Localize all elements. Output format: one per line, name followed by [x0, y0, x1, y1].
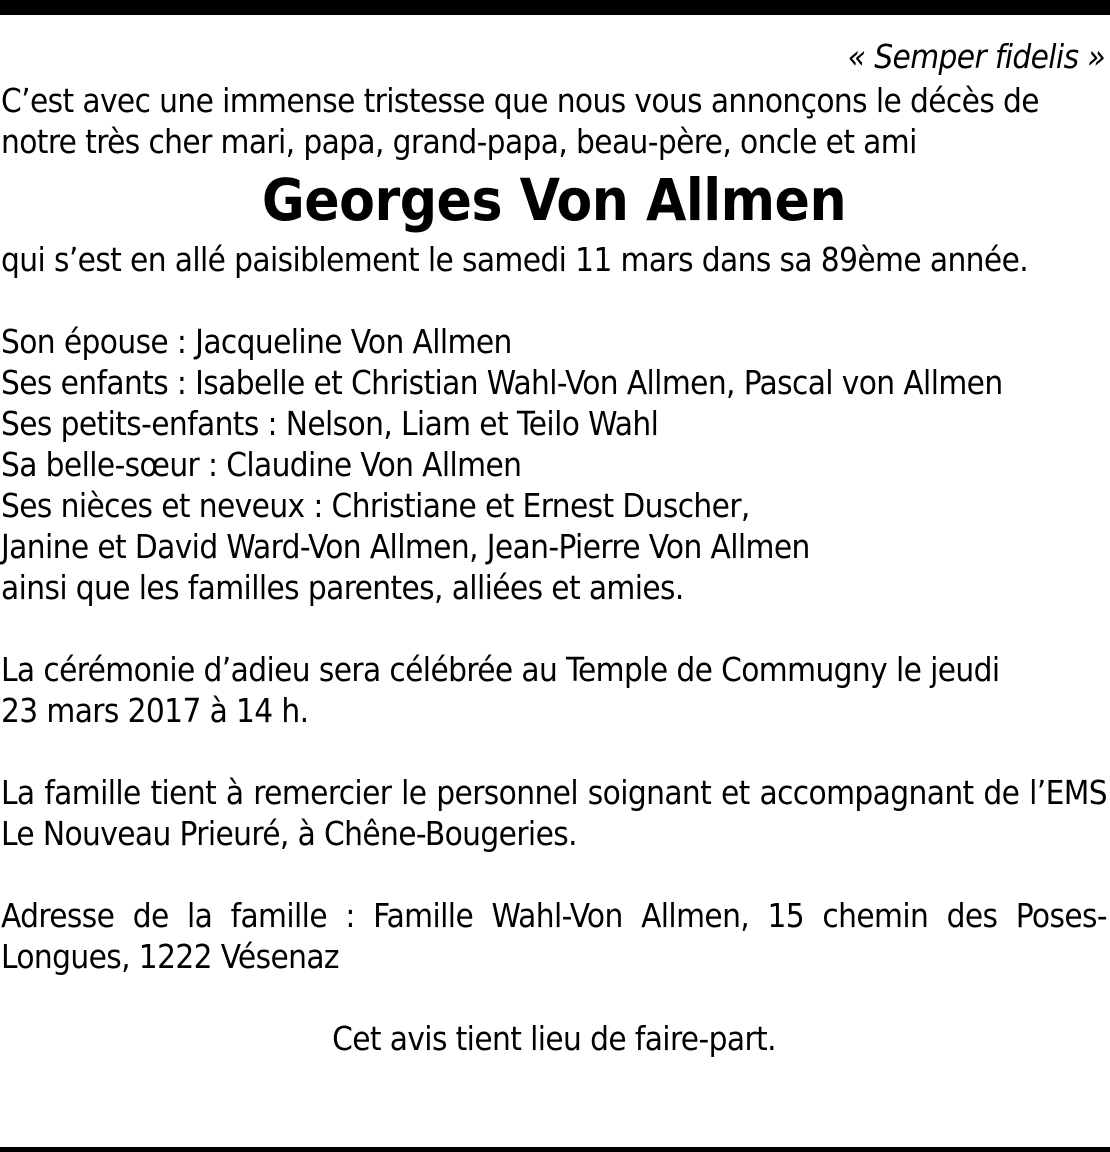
- spacer: [1, 731, 1107, 772]
- intro-line: C’est avec une immense tristesse que nous vous annonçons le décès de: [1, 81, 1039, 120]
- bottom-border: [0, 1147, 1110, 1152]
- spacer: [1, 608, 1107, 649]
- family-line: Ses petits-enfants : Nelson, Liam et Teilo Wahl: [1, 404, 659, 443]
- deceased-name: Georges Von Allmen: [261, 166, 847, 234]
- family-line: Janine et David Ward-Von Allmen, Jean-Pierre Von Allmen: [1, 527, 810, 566]
- passing-text: qui s’est en allé paisiblement le samedi 11 mars dans sa 89ème année.: [1, 240, 1029, 279]
- thanks-paragraph: La famille tient à remercier le personnel soignant et accompagnant de l’EMS Le Nouveau Prieuré, à Chêne-Bougeries.: [1, 773, 1107, 853]
- passing-line: [1, 239, 1107, 280]
- family-line: Ses nièces et neveux : Christiane et Ernest Duscher,: [1, 486, 750, 525]
- intro-paragraph: [1, 80, 1107, 162]
- family-line: Ses enfants : Isabelle et Christian Wahl-Von Allmen, Pascal von Allmen: [1, 363, 1003, 402]
- ceremony-line: La cérémonie d’adieu sera célébrée au Temple de Commugny le jeudi: [1, 650, 1000, 689]
- spacer: [1, 280, 1107, 321]
- family-line: Son épouse : Jacqueline Von Allmen: [1, 322, 512, 361]
- spacer: [1, 977, 1107, 1018]
- motto: « Semper fidelis »: [847, 37, 1105, 76]
- obituary-notice: [1, 36, 1107, 1059]
- family-list: [1, 321, 1107, 608]
- closing-line: Cet avis tient lieu de faire-part.: [332, 1019, 776, 1058]
- family-line: ainsi que les familles parentes, alliées et amies.: [1, 568, 684, 607]
- family-line: Sa belle-sœur : Claudine Von Allmen: [1, 445, 522, 484]
- ceremony-paragraph: [1, 649, 1107, 731]
- spacer: [1, 854, 1107, 895]
- intro-line: notre très cher mari, papa, grand-papa, beau-père, oncle et ami: [1, 122, 917, 161]
- top-border: [0, 0, 1110, 15]
- ceremony-line: 23 mars 2017 à 14 h.: [1, 691, 309, 730]
- address-paragraph: Adresse de la famille : Famille Wahl-Von Allmen, 15 chemin des Poses-Longues, 1222 Vésenaz: [1, 896, 1107, 976]
